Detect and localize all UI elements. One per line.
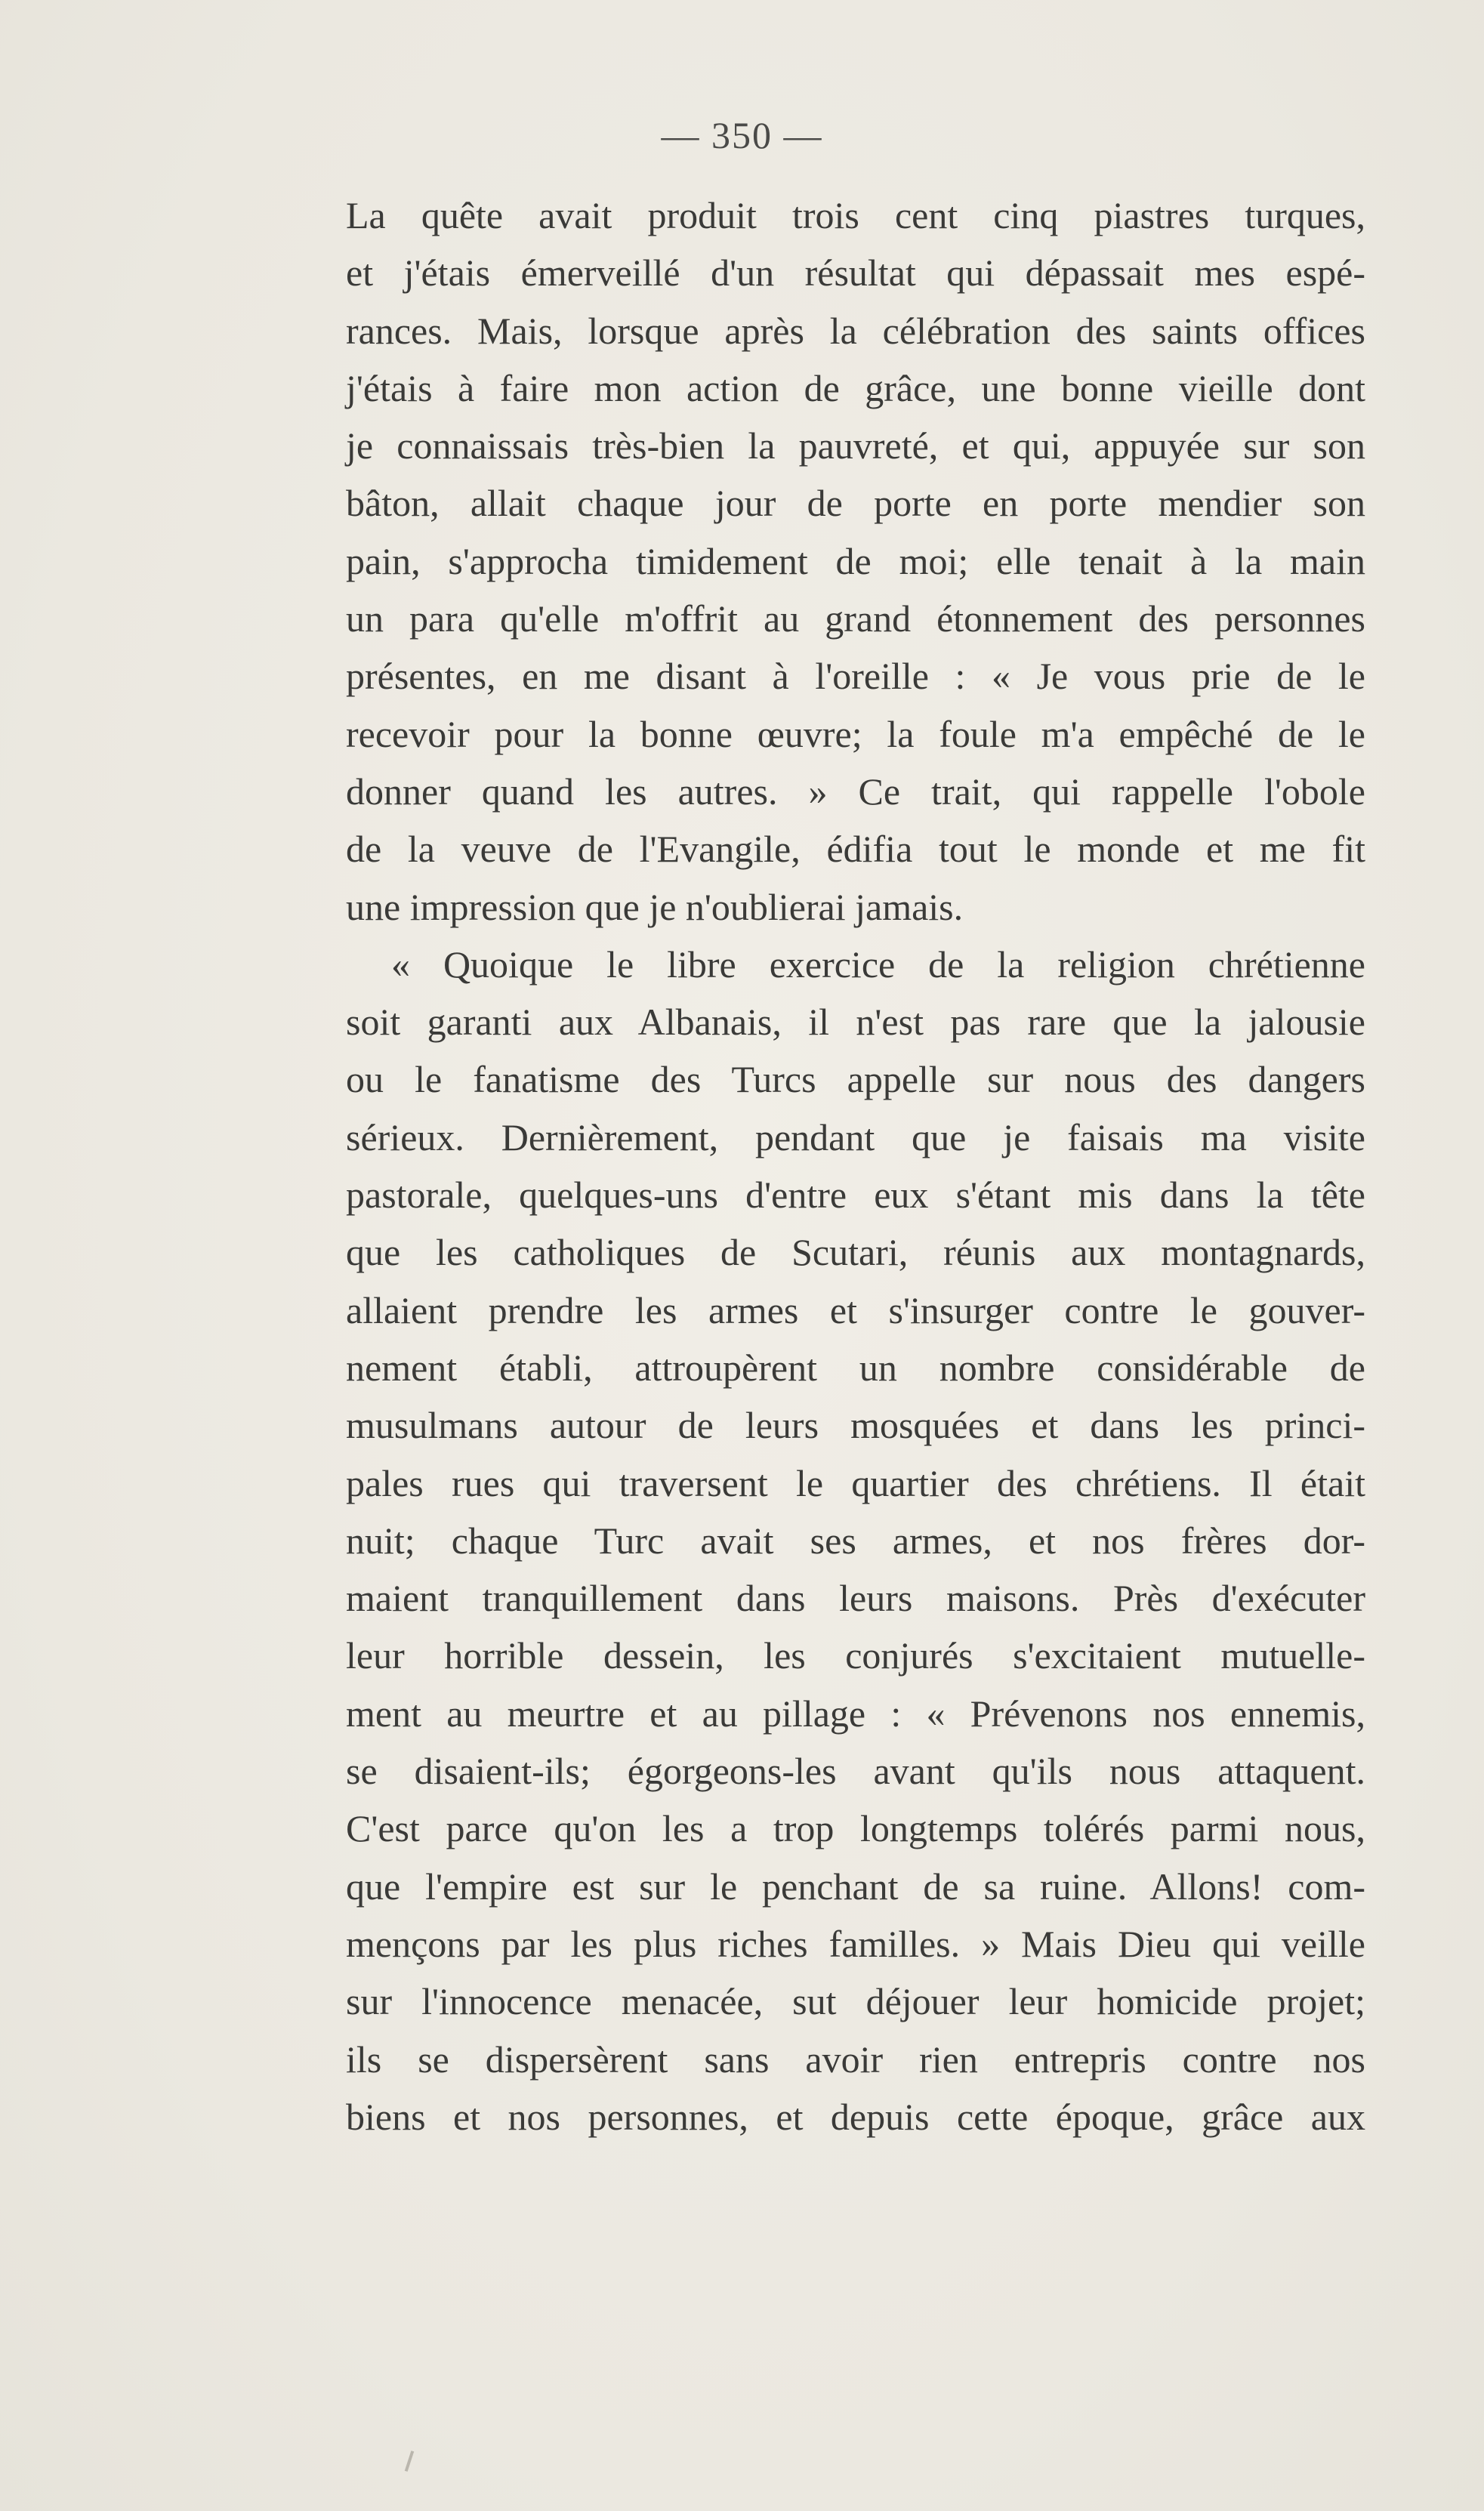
text-line: donner quand les autres. » Ce trait, qui rappelle l'obole — [346, 770, 1365, 813]
page-number: — 350 — — [661, 114, 823, 156]
text-line: je connaissais très-bien la pauvreté, et qui, appuyée sur son — [346, 424, 1365, 467]
text-line: bâton, allait chaque jour de porte en porte mendier son — [346, 482, 1365, 525]
text-line: ou le fanatisme des Turcs appelle sur nous des dangers — [346, 1058, 1365, 1101]
paragraph-start-line: « Quoique le libre exercice de la religion chrétienne — [391, 942, 1365, 986]
pencil-mark — [405, 2451, 414, 2472]
text-line: maient tranquillement dans leurs maisons. Près d'exécuter — [346, 1577, 1365, 1620]
text-line: sérieux. Dernièrement, pendant que je faisais ma visite — [346, 1115, 1365, 1158]
text-line: La quête avait produit trois cent cinq piastres turques, — [346, 194, 1365, 236]
text-line: j'étais à faire mon action de grâce, une bonne vieille dont — [346, 366, 1365, 409]
text-line: musulmans autour de leurs mosquées et dans les princi- — [346, 1404, 1365, 1447]
text-line: que les catholiques de Scutari, réunis aux montagnards, — [346, 1231, 1365, 1274]
text-line: de la veuve de l'Evangile, édifia tout le monde et me fit — [346, 828, 1365, 871]
text-line: rances. Mais, lorsque après la célébration des saints offices — [346, 309, 1365, 352]
text-line: présentes, en me disant à l'oreille : « Je vous prie de le — [346, 655, 1365, 698]
text-line: et j'étais émerveillé d'un résultat qui dépassait mes espé- — [346, 251, 1365, 295]
text-line: pales rues qui traversent le quartier des chrétiens. Il était — [346, 1461, 1365, 1504]
body-text — [346, 187, 1365, 2145]
text-line: que l'empire est sur le penchant de sa ruine. Allons! com- — [346, 1865, 1365, 1908]
text-line: sur l'innocence menacée, sut déjouer leur homicide projet; — [346, 1980, 1365, 2023]
text-line: nement établi, attroupèrent un nombre considérable de — [346, 1346, 1365, 1389]
text-line: mençons par les plus riches familles. » Mais Dieu qui veille — [346, 1922, 1365, 1965]
text-line: soit garanti aux Albanais, il n'est pas rare que la jalousie — [346, 1001, 1365, 1044]
text-line: recevoir pour la bonne œuvre; la foule m'a empêché de le — [346, 712, 1365, 755]
text-line: ils se dispersèrent sans avoir rien entrepris contre nos — [346, 2037, 1365, 2081]
text-line: se disaient-ils; égorgeons-les avant qu'ils nous attaquent. — [346, 1750, 1365, 1793]
text-line: C'est parce qu'on les a trop longtemps tolérés parmi nous, — [346, 1807, 1365, 1850]
text-line: ment au meurtre et au pillage : « Prévenons nos ennemis, — [346, 1692, 1365, 1735]
text-line: pastorale, quelques-uns d'entre eux s'étant mis dans la tête — [346, 1174, 1365, 1217]
text-line: pain, s'approcha timidement de moi; elle tenait à la main — [346, 539, 1365, 582]
text-line: nuit; chaque Turc avait ses armes, et nos frères dor- — [346, 1519, 1365, 1562]
text-line: biens et nos personnes, et depuis cette époque, grâce aux — [346, 2095, 1365, 2138]
paragraph-end-line: une impression que je n'oublierai jamais. — [346, 885, 964, 928]
text-line: leur horrible dessein, les conjurés s'excitaient mutuelle- — [346, 1634, 1365, 1677]
text-line: un para qu'elle m'offrit au grand étonnement des personnes — [346, 597, 1365, 640]
text-line: allaient prendre les armes et s'insurger contre le gouver- — [346, 1288, 1365, 1331]
